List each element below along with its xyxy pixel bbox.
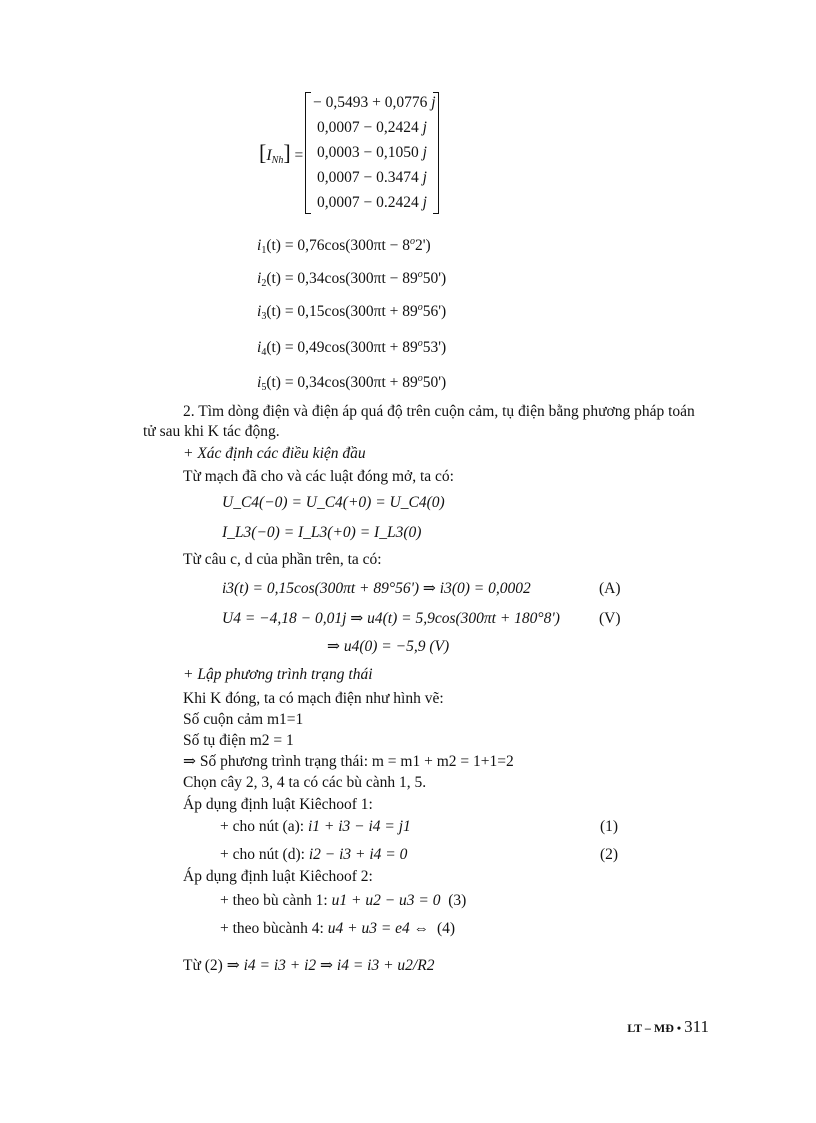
matrix-bracket-left [305,92,311,214]
page-footer: LT – MĐ • 311 [627,1017,709,1036]
matrix-row-3: 0,0003 − 0,1050 j [317,144,427,161]
text-from-parts: Từ câu c, d của phần trên, ta có: [183,551,382,568]
matrix-row-1: − 0,5493 + 0,0776 j [313,94,436,111]
text-kcl: Áp dụng định luật Kiêchoof 1: [183,796,373,813]
page-number: 311 [684,1017,709,1036]
matrix-row-5: 0,0007 − 0.2424 j [317,194,427,211]
section-2-line-1: 2. Tìm dòng điện và điện áp quá độ trên cuộn cảm, tụ điện bằng phương pháp toán [183,403,695,420]
heading-initial-conditions: + Xác định các điều kiện đầu [183,445,366,462]
matrix-row-4: 0,0007 − 0.3474 j [317,169,427,186]
node-d-number: (2) [600,846,619,863]
text-num-capacitors: Số tụ điện m2 = 1 [183,732,294,749]
text-kvl: Áp dụng định luật Kiêchoof 2: [183,868,373,885]
current-eq-3: $i_3(t) = 0,15\cos(300\pi t + 89^o56')$ [257,302,447,322]
matrix-lhs: $[I_{Nh}]$ = [259,140,304,166]
current-eq-1: $i_1(t) = 0,76\cos(300\pi t - 8^o2')$ [257,236,431,256]
text-k-closed: Khi K đóng, ta có mạch điện như hình vẽ: [183,690,444,707]
node-d-equation: + cho nút (d): i2 − i3 + i4 = 0 [220,846,408,863]
eq-u4-unit: (V) [599,610,621,627]
branch-4-equation: + theo bùcành 4: u4 + u3 = e4 ⇔ (4) [220,920,456,937]
branch-1-equation: + theo bù cành 1: u1 + u2 − u3 = 0 (3) [220,892,467,909]
current-eq-4: $i_4(t) = 0,49\cos(300\pi t + 89^o53')$ [257,338,447,358]
text-num-state-eqs: ⇒ Số phương trình trạng thái: m = m1 + m2 = 1+1=2 [183,753,514,770]
eq-uc4: U_C4(−0) = U_C4(+0) = U_C4(0) [222,494,445,511]
eq-u4: U4 = −4,18 − 0,01j ⇒ u4(t) = 5,9cos(300πt + 180°8') [222,610,560,627]
eq-i3-unit: (A) [599,580,621,597]
heading-state-equations: + Lập phương trình trạng thái [183,666,373,683]
text-from-circuit: Từ mạch đã cho và các luật đóng mở, ta có: [183,468,454,485]
from-eq-2: Từ (2) ⇒ i4 = i3 + i2 ⇒ i4 = i3 + u2/R2 [183,957,435,974]
text-num-inductors: Số cuộn cảm m1=1 [183,711,304,728]
eq-il3: I_L3(−0) = I_L3(+0) = I_L3(0) [222,524,422,541]
node-a-equation: + cho nút (a): i1 + i3 − i4 = j1 [220,818,411,835]
eq-i3-initial: i3(t) = 0,15cos(300πt + 89°56') ⇒ i3(0) = 0,0002 [222,580,531,597]
section-2-line-2: tử sau khi K tác động. [143,423,280,440]
current-eq-2: $i_2(t) = 0,34\cos(300\pi t - 89^o50')$ [257,269,447,289]
matrix-row-2: 0,0007 − 0,2424 j [317,119,427,136]
current-eq-5: $i_5(t) = 0,34\cos(300\pi t + 89^o50')$ [257,373,447,393]
text-tree: Chọn cây 2, 3, 4 ta có các bù cành 1, 5. [183,774,427,791]
eq-u4-initial: ⇒ u4(0) = −5,9 (V) [327,638,450,655]
node-a-number: (1) [600,818,619,835]
